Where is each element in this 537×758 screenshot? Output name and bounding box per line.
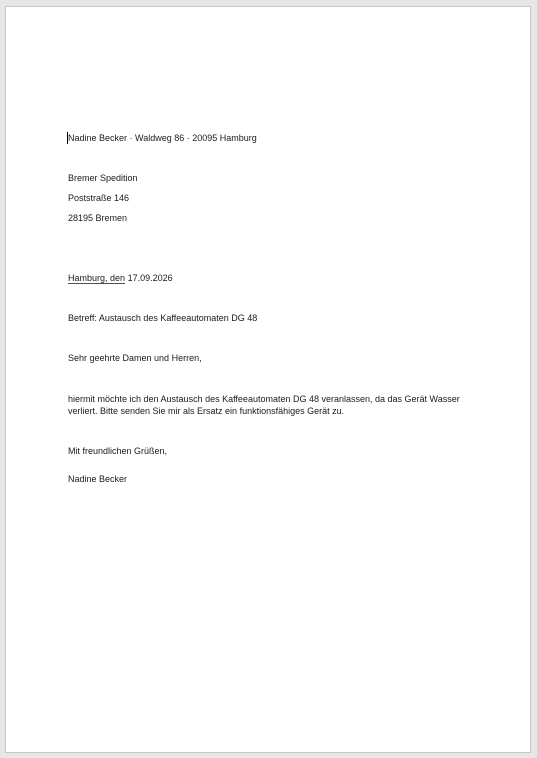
salutation: Sehr geehrte Damen und Herren, [68,353,202,363]
body-line-1: hiermit möchte ich den Austausch des Kaffeeautomaten DG 48 veranlassen, da das Gerät Wasser [68,394,460,404]
closing: Mit freundlichen Grüßen, [68,446,168,456]
date-place: Hamburg, den [68,273,126,283]
date-line [68,272,173,284]
date-value: 17.09.2026 [127,273,173,283]
recipient-city: 28195 Bremen [68,213,128,223]
subject-line: Betreff: Austausch des Kaffeeautomaten DG 48 [68,313,258,323]
body-line-2: verliert. Bitte senden Sie mir als Ersatz ein funktionsfähiges Gerät zu. [68,406,345,416]
recipient-name: Bremer Spedition [68,173,138,183]
signature: Nadine Becker [68,474,128,484]
document-page[interactable] [5,6,531,753]
recipient-street: Poststraße 146 [68,193,130,203]
sender-line: Nadine Becker · Waldweg 86 · 20095 Hamburg [68,133,257,143]
